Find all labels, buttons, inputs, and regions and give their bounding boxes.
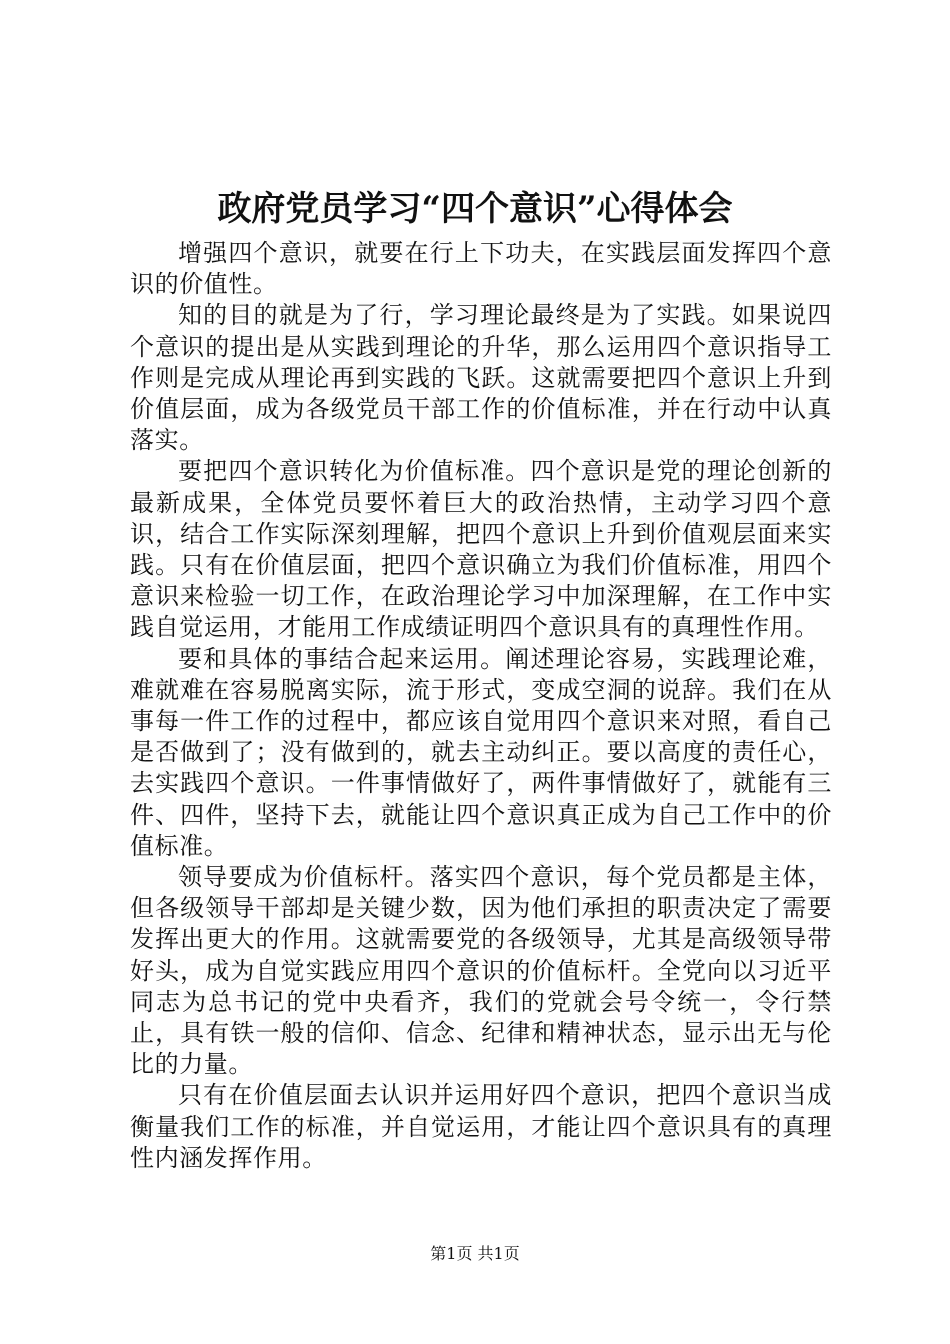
paragraph-3: 要把四个意识转化为价值标准。四个意识是党的理论创新的最新成果，全体党员要怀着巨大的政治热情，主动学习四个意识，结合工作实际深刻理解，把四个意识上升到价值观层面来实践。只有在价值层面，把四个意识确立为我们价值标准，用四个意识来检验一切工作，在政治理论学习中加深理解，在工作中实践自觉运用，才能用工作成绩证明四个意识具有的真理性作用。 <box>130 457 832 642</box>
document-body <box>130 238 832 1174</box>
paragraph-2: 知的目的就是为了行，学习理论最终是为了实践。如果说四个意识的提出是从实践到理论的升华，那么运用四个意识指导工作则是完成从理论再到实践的飞跃。这就需要把四个意识上升到价值层面，成为各级党员干部工作的价值标准，并在行动中认真落实。 <box>130 301 832 455</box>
page-number-footer: 第1页 共1页 <box>430 1244 520 1263</box>
paragraph-6: 只有在价值层面去认识并运用好四个意识，把四个意识当成衡量我们工作的标准，并自觉运用，才能让四个意识具有的真理性内涵发挥作用。 <box>130 1081 832 1172</box>
paragraph-4: 要和具体的事结合起来运用。阐述理论容易，实践理论难，难就难在容易脱离实际，流于形式，变成空洞的说辞。我们在从事每一件工作的过程中，都应该自觉用四个意识来对照，看自己是否做到了；没有做到的，就去主动纠正。要以高度的责任心，去实践四个意识。一件事情做好了，两件事情做好了，就能有三件、四件，坚持下去，就能让四个意识真正成为自己工作中的价值标准。 <box>130 644 832 860</box>
paragraph-5: 领导要成为价值标杆。落实四个意识，每个党员都是主体，但各级领导干部却是关键少数，因为他们承担的职责决定了需要发挥出更大的作用。这就需要党的各级领导，尤其是高级领导带好头，成为自觉实践应用四个意识的价值标杆。全党向以习近平同志为总书记的党中央看齐，我们的党就会号令统一，令行禁止，具有铁一般的信仰、信念、纪律和精神状态，显示出无与伦比的力量。 <box>130 863 832 1079</box>
paragraph-1: 增强四个意识，就要在行上下功夫，在实践层面发挥四个意识的价值性。 <box>130 239 832 299</box>
document-title: 政府党员学习“四个意识”心得体会 <box>217 189 733 229</box>
